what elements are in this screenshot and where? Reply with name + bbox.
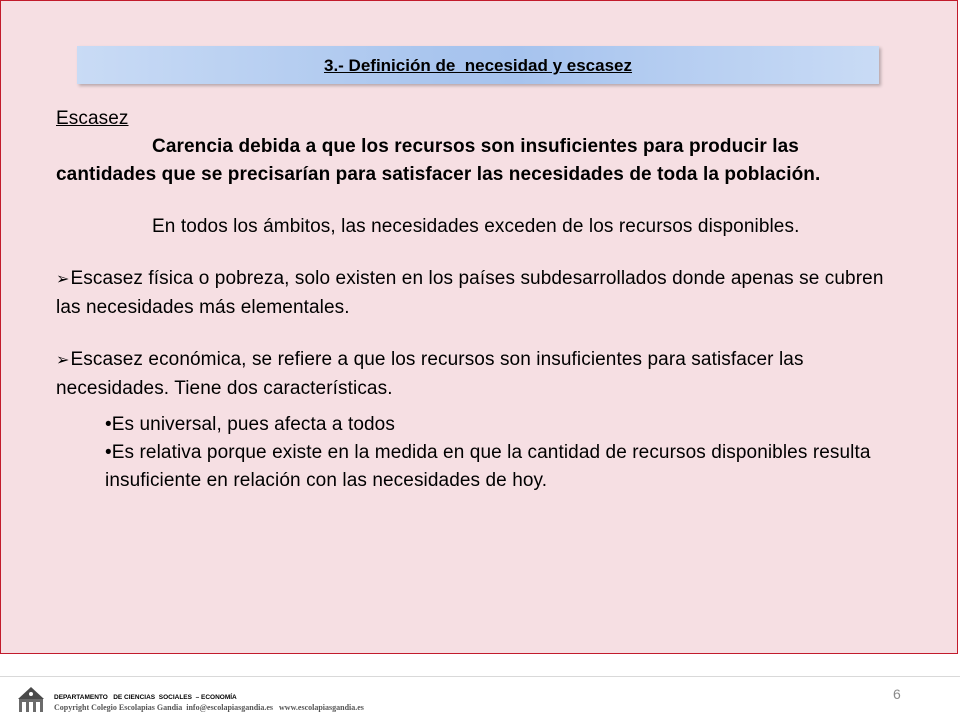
title-bar (77, 46, 879, 84)
definition-line-1: Carencia debida a que los recursos son insuficientes para (152, 136, 684, 157)
list-item-physical-scarcity (56, 265, 886, 322)
definition-rest: producir las cantidades que se precisarían para satisfacer las necesidades de toda la población. (56, 136, 821, 185)
item2-text: Escasez económica, se refiere a que los recursos son insuficientes para satisfacer las necesidades. Tiene dos características. (56, 349, 804, 399)
scope-paragraph (56, 213, 886, 241)
section-heading: Escasez (56, 108, 129, 129)
bullet-universal: •Es universal, pues afecta a todos (105, 414, 395, 435)
footer-copyright: Copyright Colegio Escolapias Gandia info@escolapiasgandia.es www.escolapiasgandia.es (54, 703, 364, 712)
scope-first-line: En todos los ámbitos, las necesidades exceden de los recursos (152, 216, 693, 237)
school-logo-icon (16, 684, 46, 714)
footer-divider (0, 676, 960, 677)
arrow-bullet-icon: ➢ (56, 352, 70, 369)
scope-rest: disponibles. (697, 216, 800, 237)
bullet-relative: •Es relativa porque existe en la medida en que la cantidad de recursos disponibles resulta insuficiente en relación con las necesidades de hoy. (105, 442, 871, 491)
slide-title: 3.- Definición de necesidad y escasez (323, 56, 633, 75)
footer-department: DEPARTAMENTO DE CIENCIAS SOCIALES – ECONOMÍA (54, 694, 237, 701)
item1-text: Escasez física o pobreza, solo existen en los países subdesarrollados donde apenas se cubren las necesidades más elementales. (56, 268, 884, 318)
list-item-economic-scarcity (56, 346, 886, 403)
page-number: 6 (893, 686, 901, 702)
definition-paragraph (56, 133, 886, 189)
slide-body (56, 105, 886, 495)
arrow-bullet-icon: ➢ (56, 271, 70, 288)
characteristics-list (56, 411, 886, 495)
